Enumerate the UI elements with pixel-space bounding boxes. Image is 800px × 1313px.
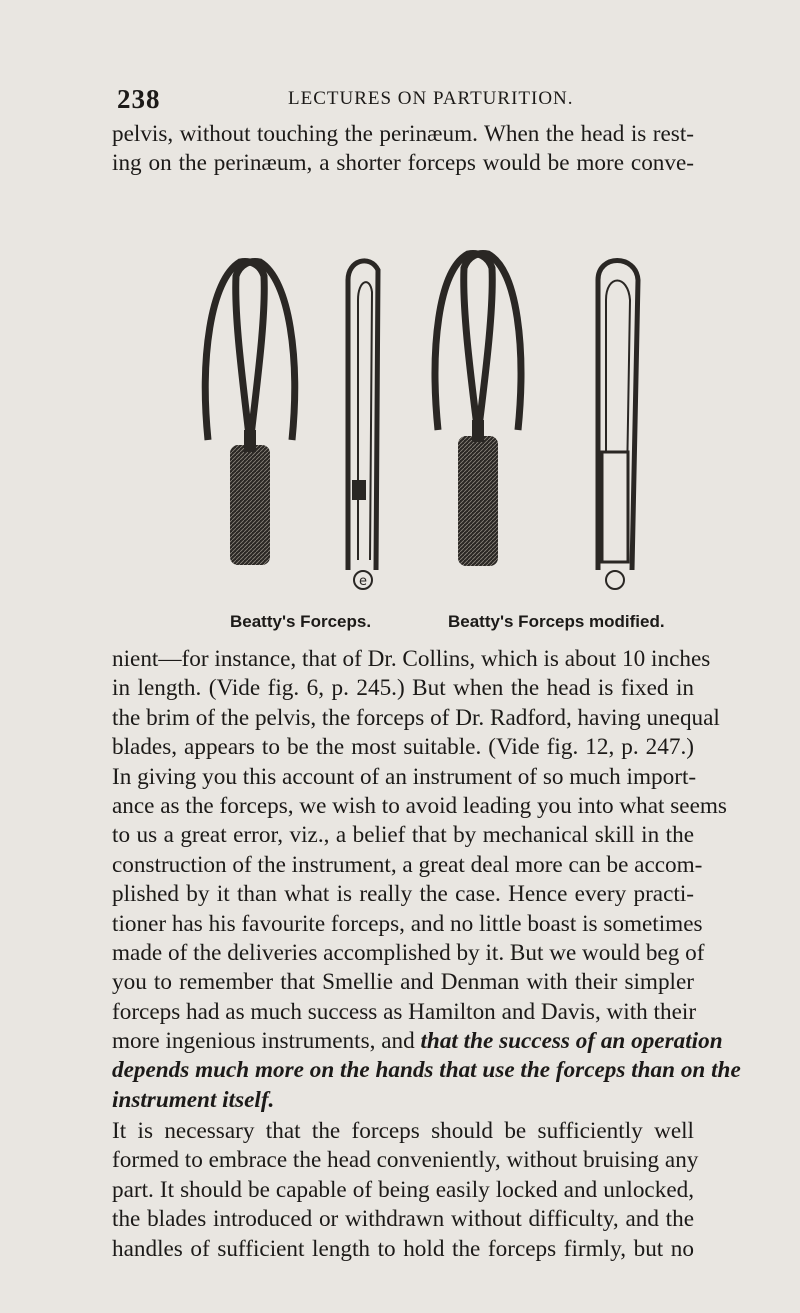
text-line: part. It should be capable of being easily locked and unlocked, — [112, 1176, 694, 1203]
text-line: forceps had as much success as Hamilton and Davis, with their — [112, 998, 697, 1025]
forceps-illustration — [200, 240, 660, 600]
top-paragraph — [112, 120, 694, 179]
text-line: to us a great error, viz., a belief that by mechanical skill in the — [112, 822, 694, 849]
main-paragraph — [112, 645, 741, 1115]
running-title: LECTURES ON PARTURITION. — [288, 88, 574, 109]
text-line: construction of the instrument, a great deal more can be accom- — [112, 851, 703, 878]
text-line: in length. (Vide fig. 6, p. 245.) But when the head is fixed in — [112, 675, 694, 702]
text-line: pelvis, without touching the perinæum. When the head is rest- — [112, 121, 694, 147]
italic-emphasis: instrument itself. — [112, 1086, 275, 1113]
page-header — [110, 84, 690, 112]
text-line: you to remember that Smellie and Denman with their simpler — [112, 969, 694, 996]
text-line: formed to embrace the head conveniently, without bruising any — [112, 1147, 699, 1174]
forceps-front-view — [205, 262, 294, 565]
forceps-modified-front-view — [435, 254, 521, 566]
figure-caption-left: Beatty's Forceps. — [230, 612, 372, 631]
text-line: blades, appears to be the most suitable. (Vide fig. 12, p. 247.) — [112, 734, 694, 761]
text-line: made of the deliveries accomplished by it. But we would beg of — [112, 939, 705, 966]
forceps-side-view — [348, 261, 378, 589]
text-line: tioner has his favourite forceps, and no little boast is sometimes — [112, 910, 703, 937]
page-number: 238 — [117, 84, 161, 114]
text-line: plished by it than what is really the case. Hence every practi- — [112, 881, 694, 908]
text-line: handles of sufficient length to hold the forceps firmly, but no — [112, 1235, 694, 1262]
text-line: the brim of the pelvis, the forceps of Dr. Radford, having unequal — [112, 704, 720, 731]
italic-emphasis: depends much more on the hands that use the forceps than on the — [112, 1057, 741, 1084]
text-line: nient—for instance, that of Dr. Collins, which is about 10 inches — [112, 646, 711, 672]
text-run: more ingenious instruments, and — [112, 1028, 415, 1055]
text-line: the blades introduced or withdrawn without difficulty, and the — [112, 1206, 694, 1233]
figure-caption-right: Beatty's Forceps modified. — [448, 612, 665, 631]
italic-emphasis: that the success of an operation — [420, 1028, 723, 1055]
forceps-modified-side-view — [598, 261, 638, 590]
text-line: ance as the forceps, we wish to avoid leading you into what seems — [112, 792, 727, 819]
text-line — [112, 1056, 741, 1085]
blade-letter: e — [359, 574, 367, 589]
text-line: In giving you this account of an instrument of so much import- — [112, 763, 697, 790]
second-paragraph — [112, 1117, 699, 1264]
text-line — [112, 1086, 694, 1115]
text-line: ing on the perinæum, a shorter forceps would be more conve- — [112, 150, 694, 177]
text-line: It is necessary that the forceps should be sufficiently well — [112, 1118, 694, 1144]
text-line — [112, 1027, 723, 1056]
